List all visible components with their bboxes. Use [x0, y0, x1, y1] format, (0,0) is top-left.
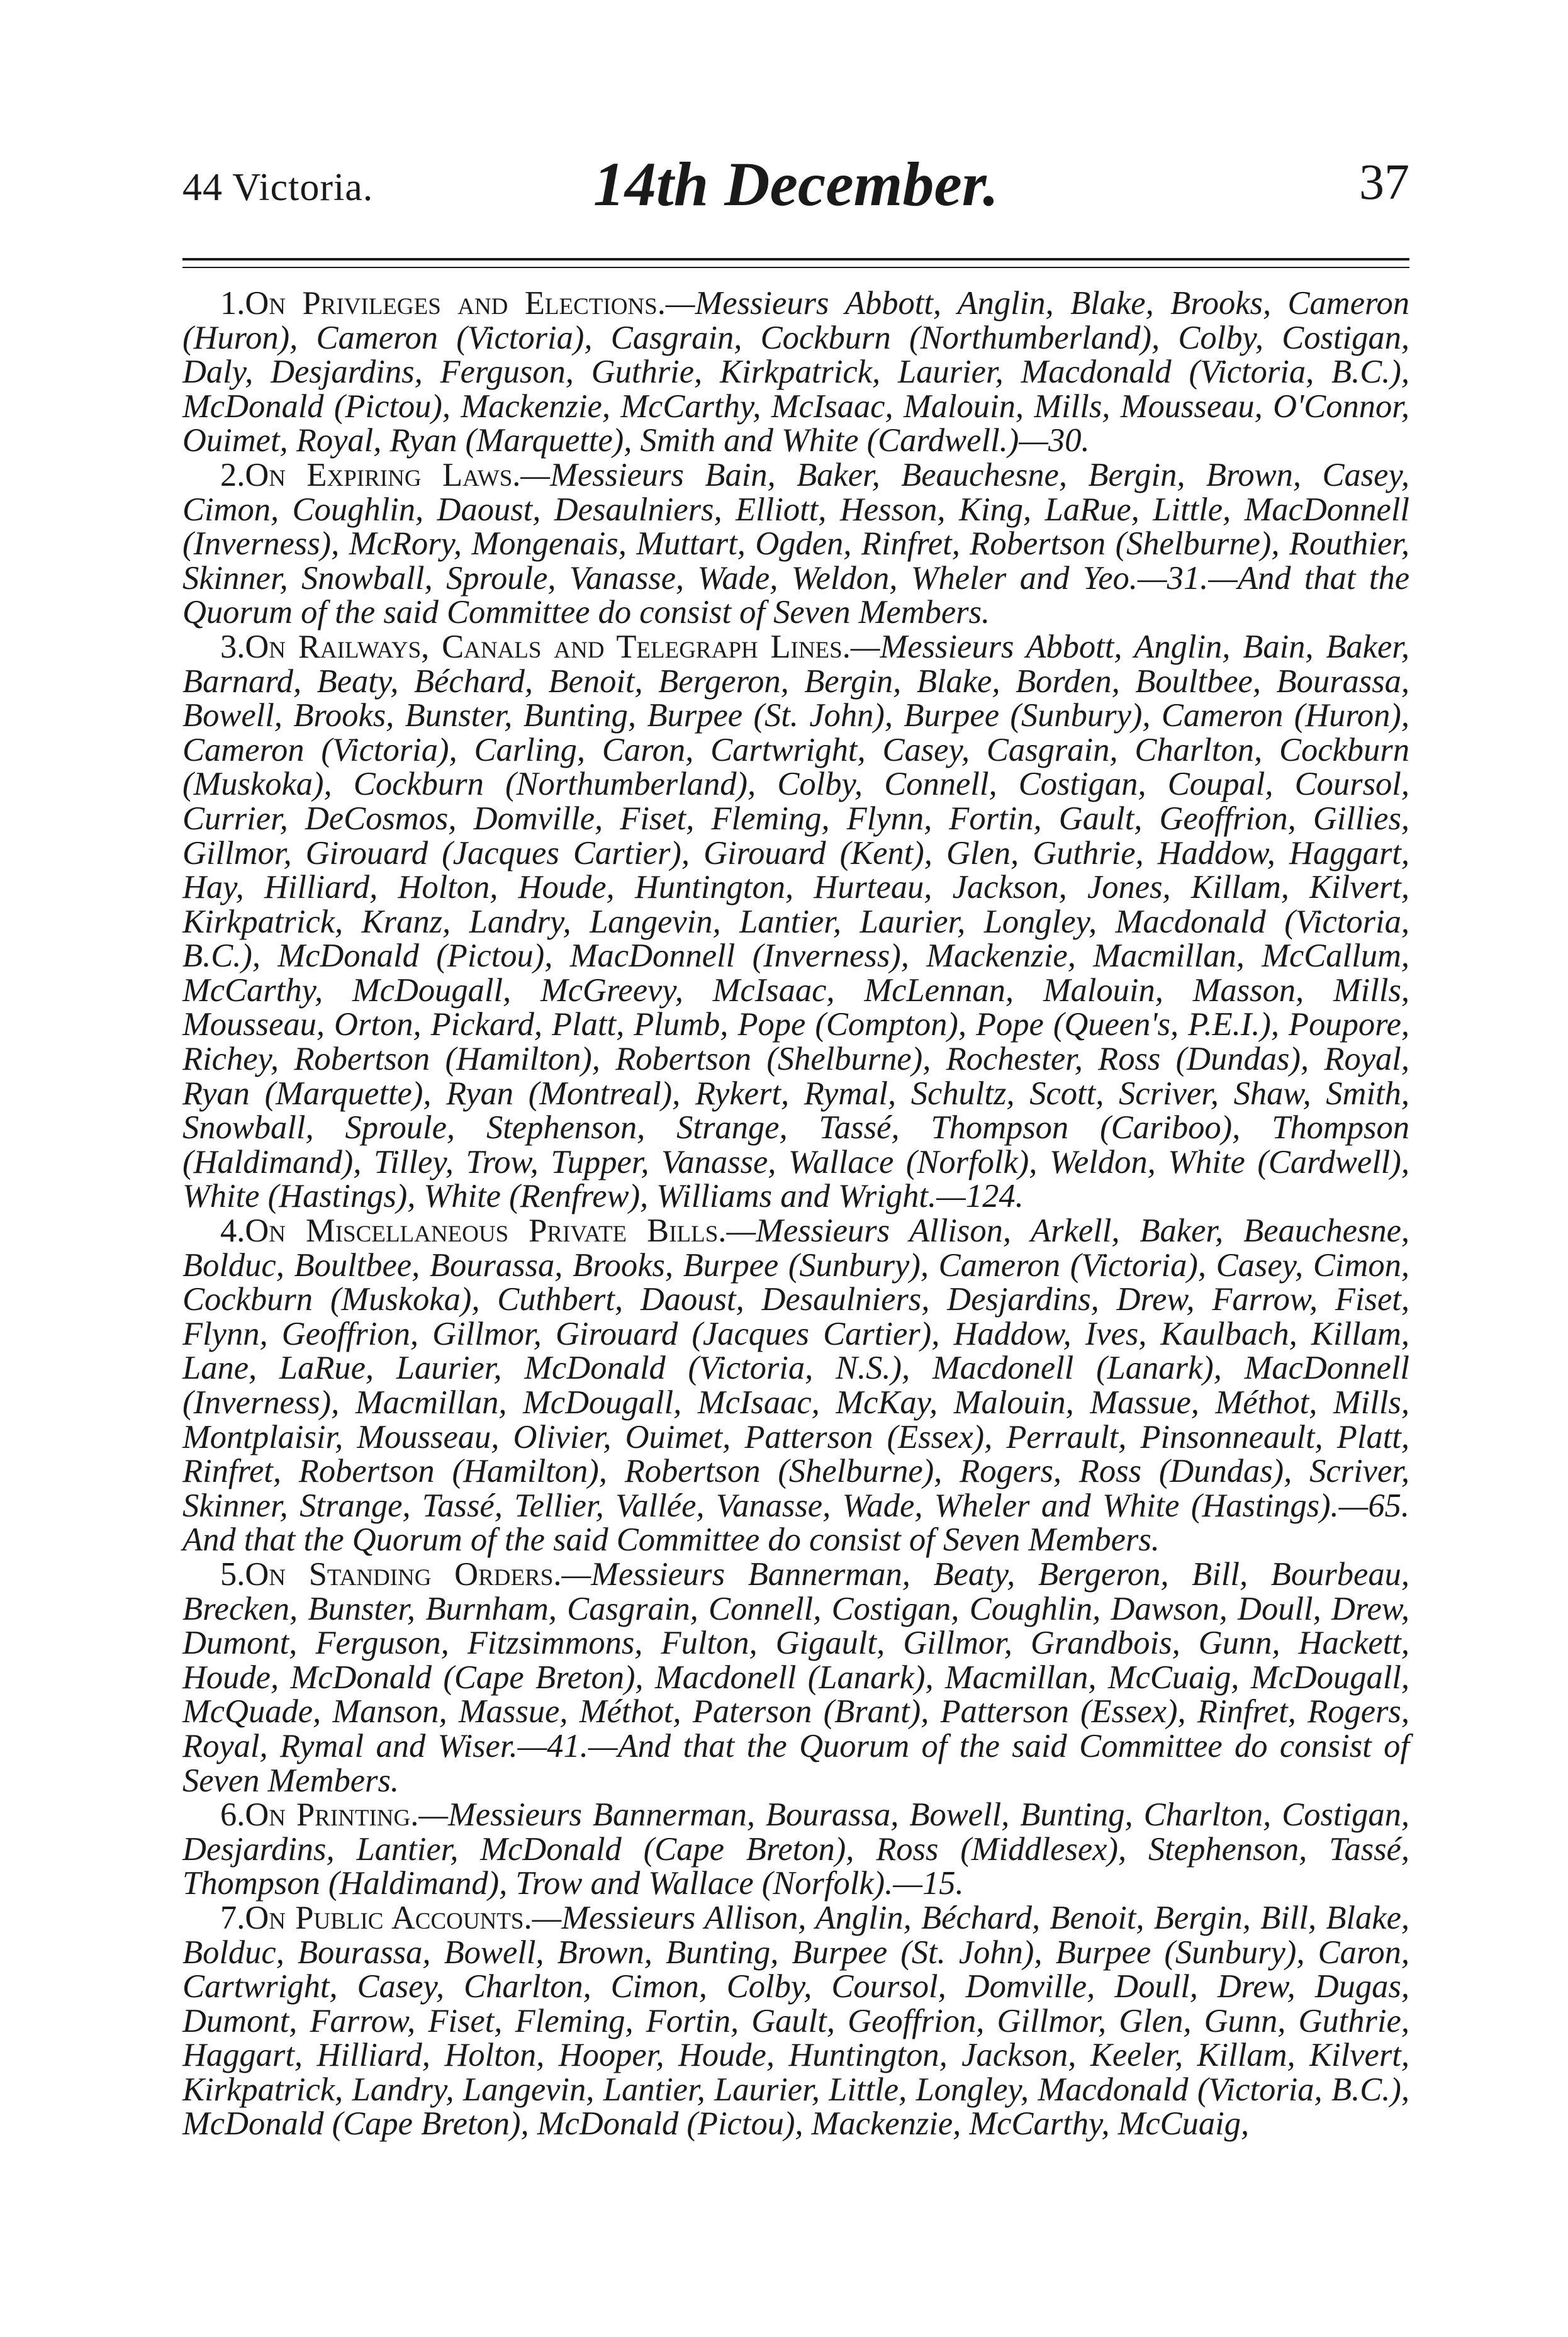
committee-paragraph: [182, 1557, 1409, 1798]
committee-paragraph: [182, 1214, 1409, 1557]
committee-members: —Messieurs Bain, Baker, Beauchesne, Bergin, Brown, Casey, Cimon, Coughlin, Daoust, Desaulniers, Elliott, Hesson, King, LaRue, Little, MacDonnell (Inverness), McRory, Mongenais, Muttart, Ogden, Rinfret, Robertson (Shelburne), Routhier, Skinner, Snowball, Sproule, Vanasse, Wade, Weldon, Wheler and Yeo.—31.—And that the Quorum of the said Committee do consist of Seven Members.: [182, 456, 1409, 631]
committee-members: —Messieurs Allison, Arkell, Baker, Beauchesne, Bolduc, Boultbee, Bourassa, Brooks, Burpee (Sunbury), Cameron (Victoria), Casey, Cimon, Cockburn (Muskoka), Cuthbert, Daoust, Desaulniers, Desjardins, Drew, Farrow, Fiset, Flynn, Geoffrion, Gillmor, Girouard (Jacques Cartier), Haddow, Ives, Kaulbach, Killam, Lane, LaRue, Laurier, McDonald (Victoria, N.S.), Macdonell (Lanark), MacDonnell (Inverness), Macmillan, McDougall, McIsaac, McKay, Malouin, Massue, Méthot, Mills, Montplaisir, Mousseau, Olivier, Ouimet, Patterson (Essex), Perrault, Pinsonneault, Platt, Rinfret, Robertson (Hamilton), Robertson (Shelburne), Rogers, Ross (Dundas), Scriver, Skinner, Strange, Tassé, Tellier, Vallée, Vanasse, Wade, Wheler and White (Hastings).—65. And that the Quorum of the said Committee do consist of Seven Members.: [182, 1213, 1410, 1559]
committee-paragraph: [182, 286, 1409, 458]
committee-members: —Messieurs Bannerman, Beaty, Bergeron, Bill, Bourbeau, Brecken, Bunster, Burnham, Casgrain, Connell, Costigan, Coughlin, Dawson, Doull, Drew, Dumont, Ferguson, Fitzsimmons, Fulton, Gigault, Gillmor, Grandbois, Gunn, Hackett, Houde, McDonald (Cape Breton), Macdonell (Lanark), Macmillan, McCuaig, McDougall, McQuade, Manson, Massue, Méthot, Paterson (Brant), Patterson (Essex), Rinfret, Rogers, Royal, Rymal and Wiser.—41.—And that the Quorum of the said Committee do consist of Seven Members.: [182, 1555, 1409, 1799]
committee-number: 7.: [220, 1899, 245, 1936]
page-header: [182, 129, 1409, 219]
page-number: 37: [1359, 155, 1409, 210]
committee-paragraph: [182, 1798, 1409, 1901]
committee-paragraph: [182, 630, 1409, 1214]
committee-number: 3.: [220, 628, 245, 665]
committee-number: 4.: [220, 1213, 245, 1250]
committee-paragraph: [182, 458, 1409, 630]
committee-title: On Standing Orders.: [245, 1555, 562, 1593]
committee-members: —Messieurs Abbott, Anglin, Bain, Baker, Barnard, Beaty, Béchard, Benoit, Bergeron, Bergin, Blake, Borden, Boultbee, Bourassa, Bowell, Brooks, Bunster, Bunting, Burpee (St. John), Burpee (Sunbury), Cameron (Huron), Cameron (Victoria), Carling, Caron, Cartwright, Casey, Casgrain, Charlton, Cockburn (Muskoka), Cockburn (Northumberland), Colby, Connell, Costigan, Coupal, Coursol, Currier, DeCosmos, Domville, Fiset, Fleming, Flynn, Fortin, Gault, Geoffrion, Gillies, Gillmor, Girouard (Jacques Cartier), Girouard (Kent), Glen, Guthrie, Haddow, Haggart, Hay, Hilliard, Holton, Houde, Huntington, Hurteau, Jackson, Jones, Killam, Kilvert, Kirkpatrick, Kranz, Landry, Langevin, Lantier, Laurier, Longley, Macdonald (Victoria, B.C.), McDonald (Pictou), MacDonnell (Inverness), Mackenzie, Macmillan, McCallum, McCarthy, McDougall, McGreevy, McIsaac, McLennan, Malouin, Masson, Mills, Mousseau, Orton, Pickard, Platt, Plumb, Pope (Compton), Pope (Queen's, P.E.I.), Poupore, Richey, Robertson (Hamilton), Robertson (Shelburne), Rochester, Ross (Dundas), Royal, Ryan (Marquette), Ryan (Montreal), Rykert, Rymal, Schultz, Scott, Scriver, Shaw, Smith, Snowball, Sproule, Stephenson, Strange, Tassé, Thompson (Cariboo), Thompson (Haldimand), Tilley, Trow, Tupper, Vanasse, Wallace (Norfolk), Weldon, White (Cardwell), White (Hastings), White (Renfrew), Williams and Wright.—124.: [182, 628, 1410, 1215]
committee-paragraph: [182, 1901, 1409, 2141]
committee-members: —Messieurs Abbott, Anglin, Blake, Brooks, Cameron (Huron), Cameron (Victoria), Casgrain, Cockburn (Northumberland), Colby, Costigan, Daly, Desjardins, Ferguson, Guthrie, Kirkpatrick, Laurier, Macdonald (Victoria, B.C.), McDonald (Pictou), Mackenzie, McCarthy, McIsaac, Malouin, Mills, Mousseau, O'Connor, Ouimet, Royal, Ryan (Marquette), Smith and White (Cardwell.)—30.: [182, 285, 1409, 459]
committee-title: On Miscellaneous Private Bills.: [245, 1213, 727, 1250]
committee-members: —Messieurs Allison, Anglin, Béchard, Benoit, Bergin, Bill, Blake, Bolduc, Bourassa, Bowell, Brown, Bunting, Burpee (St. John), Burpee (Sunbury), Caron, Cartwright, Casey, Charlton, Cimon, Colby, Coursol, Domville, Doull, Drew, Dugas, Dumont, Farrow, Fiset, Fleming, Fortin, Gault, Geoffrion, Gillmor, Glen, Gunn, Guthrie, Haggart, Hilliard, Holton, Hooper, Houde, Huntington, Jackson, Keeler, Killam, Kilvert, Kirkpatrick, Landry, Langevin, Lantier, Laurier, Little, Longley, Macdonald (Victoria, B.C.), McDonald (Cape Breton), McDonald (Pictou), Mackenzie, McCarthy, McCuaig,: [182, 1899, 1409, 2143]
committee-title: On Public Accounts.: [245, 1899, 532, 1936]
committee-title: On Printing.: [245, 1796, 419, 1834]
committee-title: On Expiring Laws.: [245, 456, 521, 493]
page-date-title: 14th December.: [593, 149, 999, 219]
committee-number: 1.: [220, 285, 245, 322]
header-rule-thin: [182, 267, 1409, 268]
header-rule-thick: [182, 258, 1409, 261]
session-label: 44 Victoria.: [182, 166, 374, 209]
committee-title: On Privileges and Elections.: [245, 285, 666, 322]
committee-title: On Railways, Canals and Telegraph Lines.: [245, 628, 851, 665]
committee-number: 6.: [220, 1796, 245, 1834]
committee-members: —Messieurs Bannerman, Bourassa, Bowell, Bunting, Charlton, Costigan, Desjardins, Lantier, McDonald (Cape Breton), Ross (Middlesex), Stephenson, Tassé, Thompson (Haldimand), Trow and Wallace (Norfolk).—15.: [182, 1796, 1410, 1902]
committee-number: 5.: [220, 1555, 245, 1593]
committee-number: 2.: [220, 456, 245, 493]
committee-list: [182, 286, 1409, 2141]
